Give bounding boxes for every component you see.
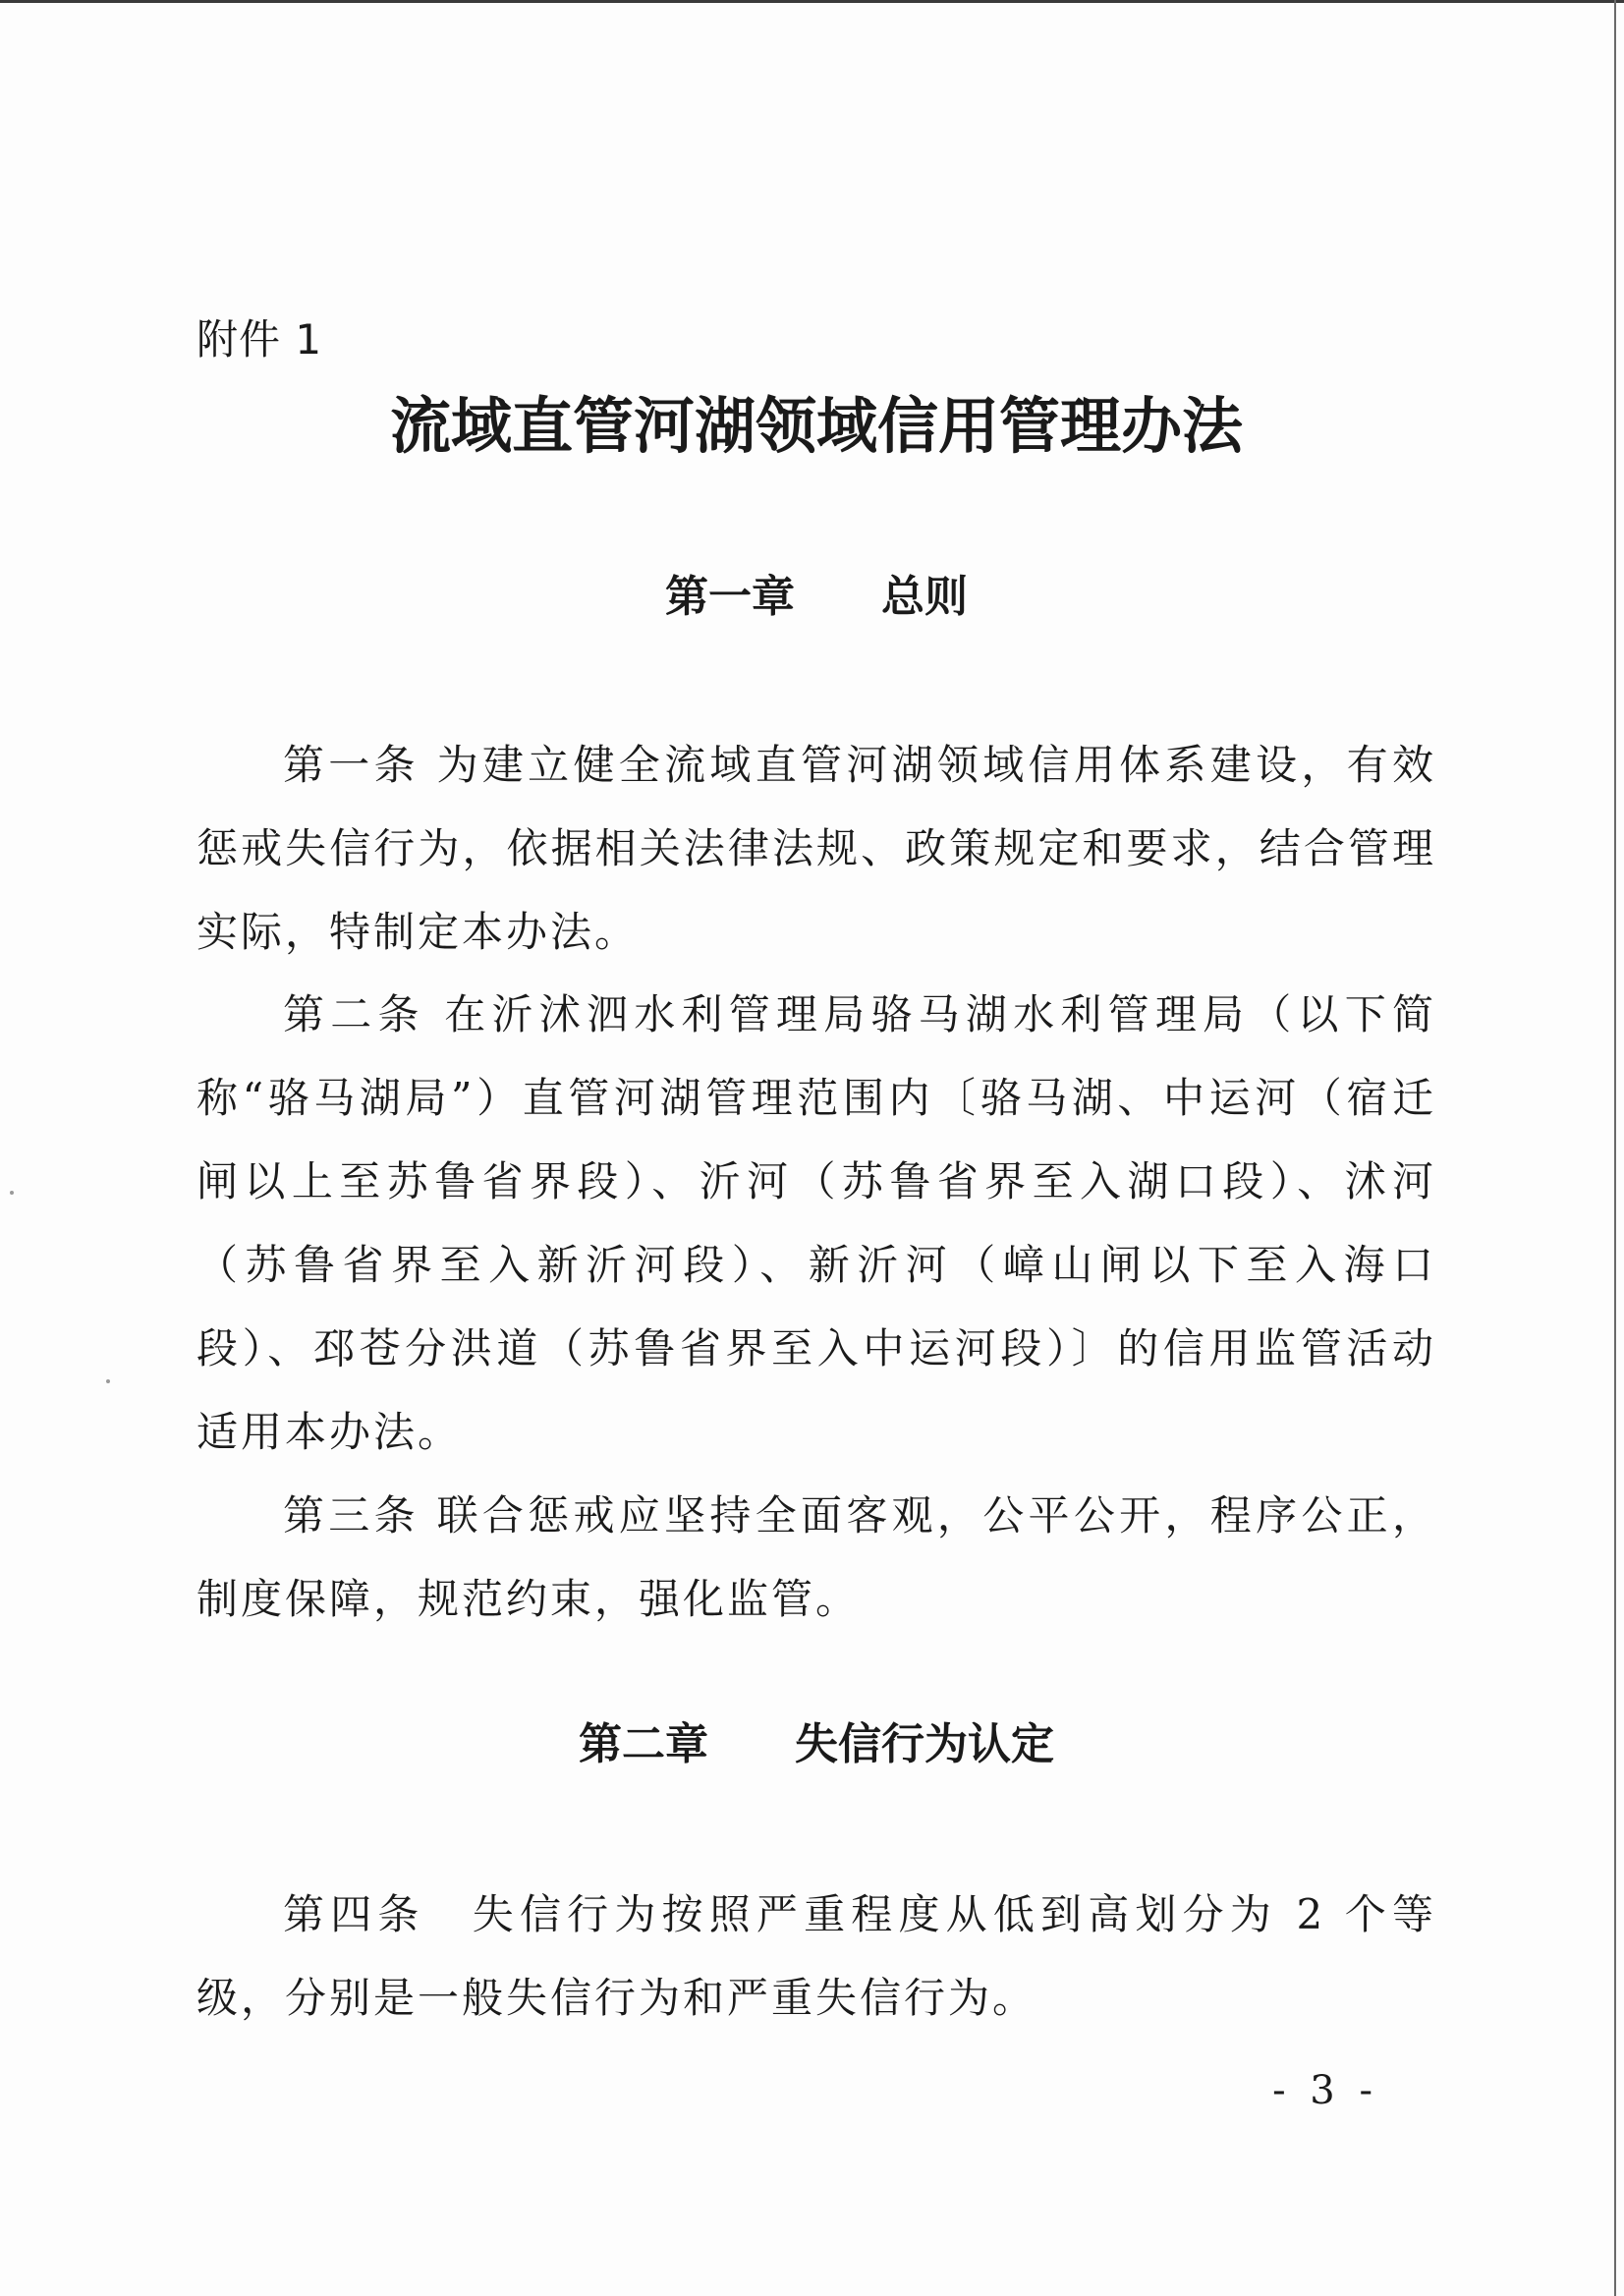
chapter-heading: 第二章 失信行为认定 xyxy=(579,1719,1054,1769)
article-paragraph: 第一条 为建立健全流域直管河湖领域信用体系建设，有效惩戒失信行为，依据相关法律法规、政策规定和要求，结合管理实际，特制定本办法。 xyxy=(196,741,1436,956)
chapter-heading: 第一章 总则 xyxy=(665,572,968,622)
document-title: 流域直管河湖领域信用管理办法 xyxy=(389,390,1243,462)
scan-speck xyxy=(10,1191,14,1195)
scan-edge-right xyxy=(1614,0,1616,2296)
article-paragraph: 第三条 联合惩戒应坚持全面客观，公平公开，程序公正，制度保障，规范约束，强化监管。 xyxy=(196,1491,1436,1623)
article-paragraph: 第二条 在沂沭泗水利管理局骆马湖水利管理局（以下简称“骆马湖局”）直管河湖管理范围内〔骆马湖、中运河（宿迁闸以上至苏鲁省界段）、沂河（苏鲁省界至入湖口段）、沭河（苏鲁省界至入新沂河段）、新沂河（嶂山闸以下至入海口段）、邳苍分洪道（苏鲁省界至入中运河段）〕的信用监管活动适用本办法。 xyxy=(196,990,1436,1456)
scan-speck xyxy=(106,1379,110,1383)
page-number: - 3 - xyxy=(1272,2068,1378,2113)
article-paragraph: 第四条 失信行为按照严重程度从低到高划分为 2 个等级，分别是一般失信行为和严重失信行为。 xyxy=(196,1890,1436,2022)
scan-edge-top xyxy=(0,0,1624,3)
attachment-label: 附件 1 xyxy=(196,315,323,364)
